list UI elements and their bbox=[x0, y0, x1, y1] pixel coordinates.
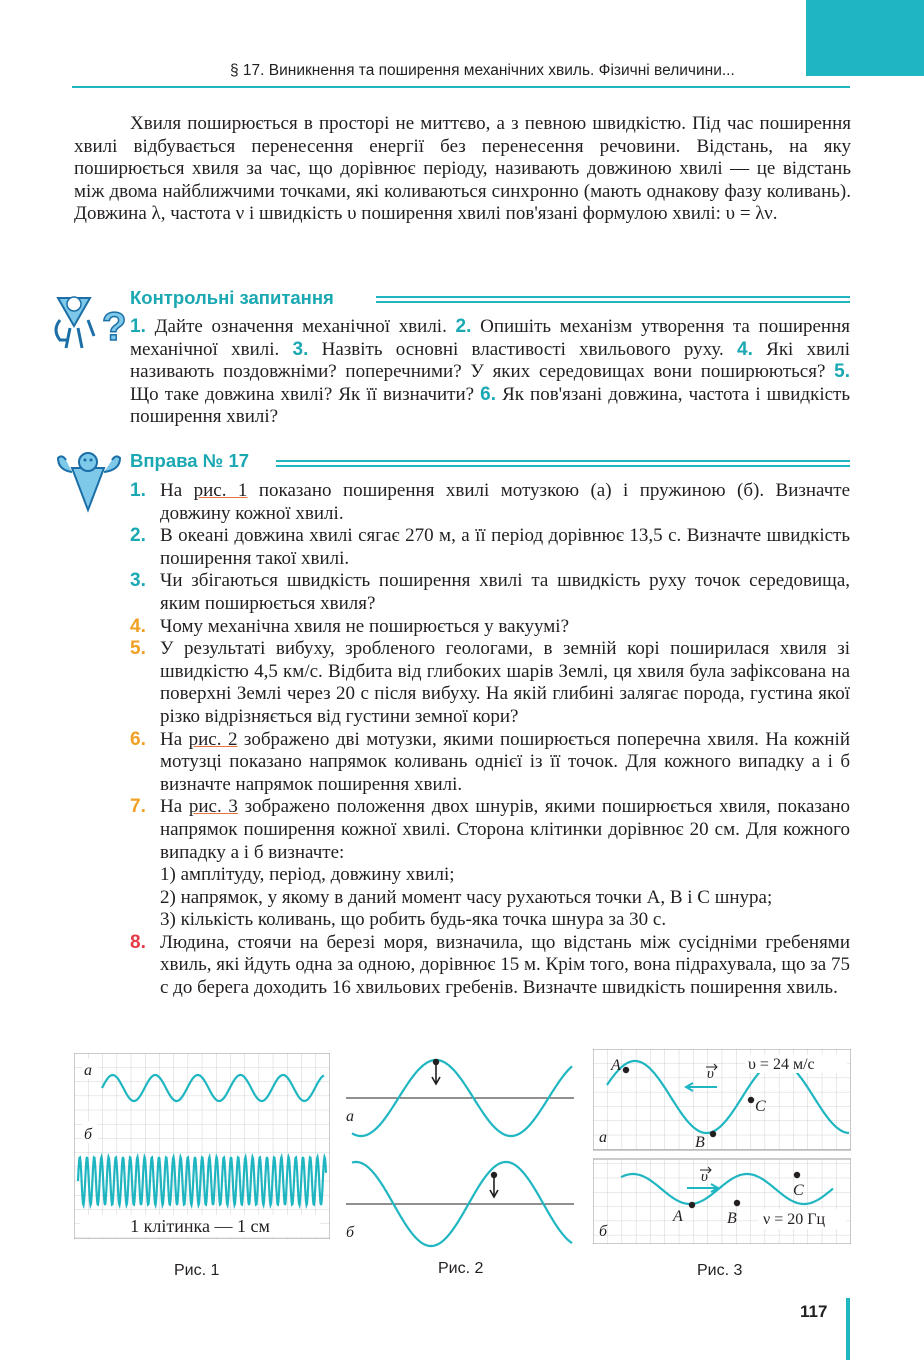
figure-1 bbox=[74, 1053, 330, 1239]
figure-2 bbox=[346, 1053, 578, 1249]
exercise-text: На bbox=[160, 728, 189, 750]
question-text: Опишіть механізм утворення та поширення механічної хвилі. bbox=[130, 316, 851, 360]
exercise-number: 5. bbox=[130, 638, 146, 660]
frequency-label: ν = 20 Гц bbox=[763, 1211, 826, 1228]
question-number: 2. bbox=[455, 316, 472, 337]
exercise-text: зображено положення двох шнурів, якими поширюється хвиля, показано напрямок поширення кожної хвилі. Сторона клітинки дорівнює 20 см. Для кожного випадку а і б визначте: bbox=[160, 796, 851, 863]
exercise-text: На bbox=[160, 480, 194, 501]
header-rule bbox=[72, 86, 850, 88]
exercise-title: Вправа № 17 bbox=[130, 450, 250, 471]
control-questions-title: Контрольні запитання bbox=[130, 287, 334, 308]
figure-ref-link[interactable]: рис. 2 bbox=[188, 728, 238, 750]
intro-paragraph: Хвиля поширюється в просторі не миттєво, а з певною швидкістю. Під час поширення хвилі відбувається перенесення енергії без перенесення речовини. Відстань, на яку поширюється хвиля за час, що дорівнює періоду, називають довжиною хвилі — це відстань між двома найближчими точками, які коливаються синхронно (мають однакову фазу коливань). Довжина λ, частота ν і швидкість υ поширення хвилі пов'язані формулою хвилі: υ = λν. bbox=[74, 113, 851, 225]
exercise-text: Чи збігаються швидкість поширення хвилі та швидкість руху точок середовища, яким поширюється хвиля? bbox=[160, 570, 850, 614]
exercise-text: Людина, стоячи на березі моря, визначила, що відстань між сусідніми гребенями хвиль, які йдуть одна за одною, дорівнює 15 м. Крім того, вона підрахувала, що за 75 с до берега доходить 16 хвильових гребенів. Визначте швидкість поширення хвиль. bbox=[160, 931, 850, 999]
velocity-symbol: υ bbox=[701, 1169, 708, 1185]
point-b bbox=[734, 1200, 740, 1206]
panel-label-a: а bbox=[599, 1129, 607, 1146]
exercise-number: 1. bbox=[130, 480, 146, 501]
question-text: Що таке довжина хвилі? Як її визначити? bbox=[130, 383, 475, 405]
exercise-number: 7. bbox=[130, 796, 146, 818]
running-head: § 17. Виникнення та поширення механічних хвиль. Фізичні величини... bbox=[230, 62, 735, 79]
question-number: 5. bbox=[834, 361, 850, 383]
svg-text:?: ? bbox=[102, 305, 127, 349]
question-text: Дайте означення механічної хвилі. bbox=[154, 316, 447, 337]
figure-3-caption: Рис. 3 bbox=[697, 1262, 743, 1279]
exercise-item-8 bbox=[130, 932, 850, 1000]
point-b-label: B bbox=[695, 1134, 705, 1151]
strongman-mascot-icon bbox=[50, 448, 128, 516]
panel-label-a: а bbox=[346, 1108, 354, 1125]
grid-scale-note: 1 клітинка — 1 см bbox=[80, 1215, 320, 1237]
figure-ref-link[interactable]: рис. 1 bbox=[193, 480, 248, 501]
panel-label-b: б bbox=[84, 1126, 93, 1143]
exercise-number: 8. bbox=[130, 931, 146, 953]
exercise-item-6 bbox=[130, 729, 850, 797]
arrow-down-icon bbox=[432, 1065, 440, 1084]
point-c bbox=[794, 1172, 800, 1178]
point-c-label: C bbox=[755, 1098, 766, 1115]
exercise-subitem: 1) амплітуду, період, довжину хвилі; bbox=[160, 864, 455, 886]
exercise-number: 6. bbox=[130, 728, 146, 750]
page-number-bar bbox=[846, 1298, 850, 1360]
wave-speed-label: υ = 24 м/с bbox=[748, 1056, 815, 1073]
exercise-text: показано поширення хвилі мотузкою (а) і пружиною (б). Визначте довжину кожної хвилі. bbox=[160, 480, 851, 524]
point-c-label: C bbox=[793, 1182, 804, 1199]
exercise-rule bbox=[276, 460, 850, 467]
exercise-number: 2. bbox=[130, 525, 146, 547]
point-b bbox=[710, 1131, 716, 1137]
exercise-number: 3. bbox=[130, 570, 146, 592]
exercise-text: В океані довжина хвилі сягає 270 м, а її період дорівнює 13,5 с. Визначте швидкість поширення такої хвилі. bbox=[160, 525, 850, 569]
exercise-item-2 bbox=[130, 525, 850, 570]
thinking-mascot-icon bbox=[50, 290, 128, 354]
panel-label-a: а bbox=[84, 1062, 92, 1079]
exercise-number: 4. bbox=[130, 615, 146, 637]
arrow-down-icon bbox=[490, 1178, 498, 1197]
exercise-item-1 bbox=[130, 480, 850, 525]
figure-ref-link[interactable]: рис. 3 bbox=[188, 796, 238, 818]
exercise-item-4 bbox=[130, 616, 850, 639]
control-questions-list bbox=[130, 316, 850, 429]
figure-2-caption: Рис. 2 bbox=[438, 1260, 484, 1277]
chapter-tab bbox=[806, 0, 924, 76]
exercise-text: Чому механічна хвиля не поширюється у вакуумі? bbox=[160, 615, 570, 637]
exercise-item-7 bbox=[130, 796, 850, 932]
question-number: 4. bbox=[737, 338, 753, 360]
question-number: 6. bbox=[480, 383, 496, 405]
question-text: Назвіть основні властивості хвильового руху. bbox=[321, 338, 724, 360]
question-number: 3. bbox=[292, 338, 309, 360]
point-b-label: B bbox=[727, 1210, 737, 1227]
exercise-text: На bbox=[160, 796, 189, 818]
oscillating-point bbox=[491, 1172, 497, 1178]
exercise-item-5 bbox=[130, 638, 850, 728]
oscillating-point bbox=[433, 1059, 439, 1065]
exercise-text: У результаті вибуху, зробленого геологами, в земній корі поширилася хвиля зі швидкістю 4,5 км/с. Відбита від глибоких шарів Землі, ця хвиля була зафіксована на поверхні Землі через 20 с після вибуху. На якій глибині залягає порода, густина якої різко відрізняється від густини земної кори? bbox=[160, 638, 850, 727]
figure-3 bbox=[593, 1049, 851, 1244]
exercise-subitem: 3) кількість коливань, що робить будь-яка точка шнура за 30 с. bbox=[160, 909, 667, 931]
question-number: 1. bbox=[130, 316, 146, 337]
exercise-item-3 bbox=[130, 570, 850, 615]
exercise-text: зображено дві мотузки, якими поширюється поперечна хвиля. На кожній мотузці показано напрямок коливань однієї із її точок. Для кожного випадку а і б визначте напрямок поширення хвилі. bbox=[160, 728, 850, 795]
panel-label-b: б bbox=[599, 1223, 608, 1240]
exercise-list bbox=[130, 480, 850, 1000]
velocity-symbol: υ bbox=[707, 1066, 714, 1082]
control-questions-rule bbox=[376, 296, 850, 303]
point-a-label: A bbox=[673, 1208, 683, 1225]
page-number: 117 bbox=[800, 1302, 828, 1321]
point-a-label: A bbox=[611, 1057, 621, 1074]
question-text: Як пов'язані довжина, частота і швидкість поширення хвилі? bbox=[130, 383, 850, 428]
question-text: Які хвилі називають поздовжніми? поперечними? У яких середовищах вони поширюються? bbox=[130, 338, 851, 383]
exercise-subitem: 2) напрямок, у якому в даний момент часу рухаються точки A, B і C шнура; bbox=[160, 886, 773, 908]
panel-label-b: б bbox=[346, 1224, 355, 1241]
figure-1-caption: Рис. 1 bbox=[174, 1262, 220, 1279]
point-c bbox=[748, 1097, 754, 1103]
point-a bbox=[623, 1067, 629, 1073]
point-a bbox=[689, 1202, 695, 1208]
